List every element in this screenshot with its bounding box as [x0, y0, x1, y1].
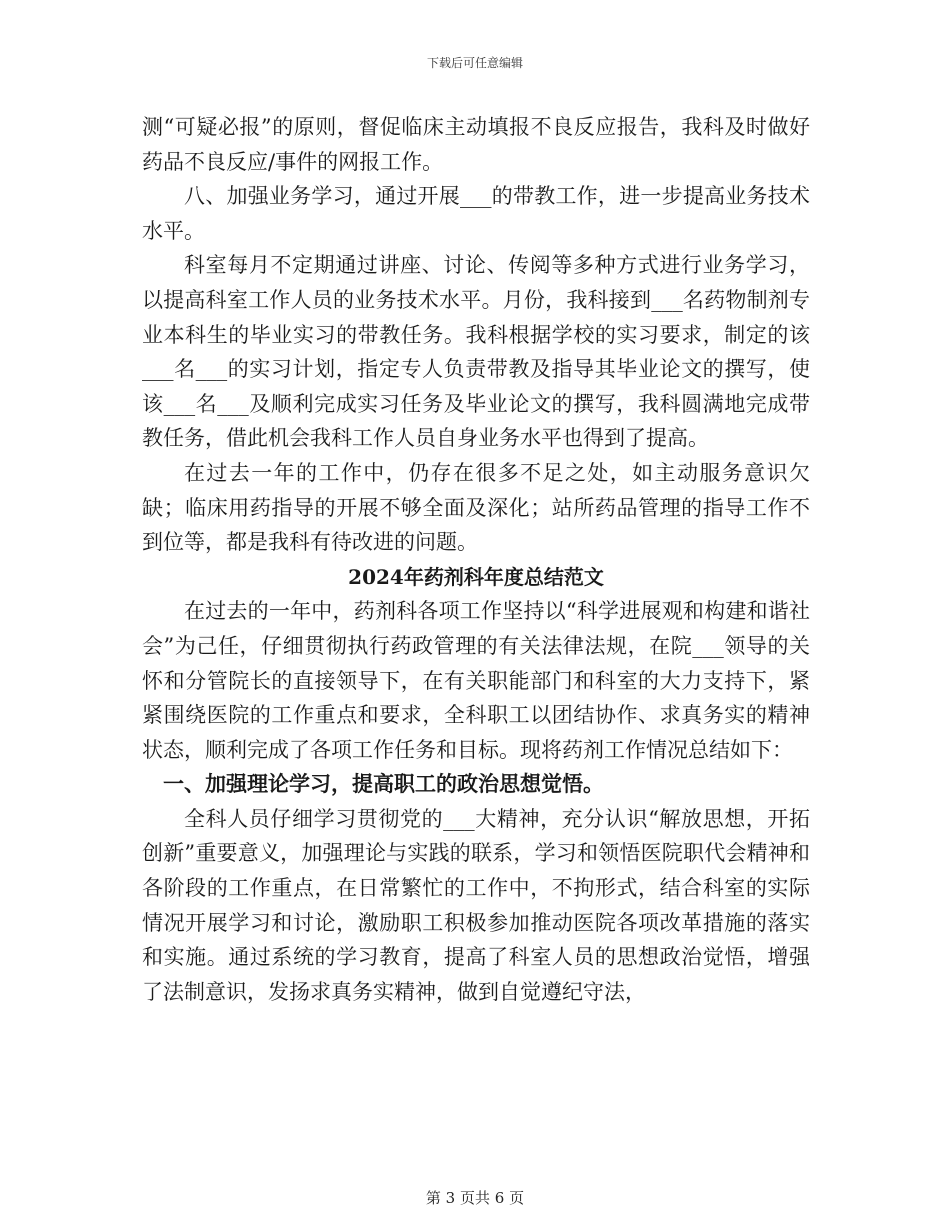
paragraph-theory-study: 全科人员仔细学习贯彻党的___大精神，充分认识“解放思想，开拓创新”重要意义，加强理论与实践的联系，学习和领悟医院职代会精神和各阶段的工作重点，在日常繁忙的工作中，不拘形式，结合科室的实际情况开展学习和讨论，激励职工积极参加推动医院各项改革措施的落实和实施。通过系统的学习教育，提高了科室人员的思想政治觉悟，增强了法制意识，发扬求真务实精神，做到自觉遵纪守法， [142, 806, 810, 1004]
page-header: 下载后可任意编辑 [426, 56, 523, 70]
page-footer: 第 3 页共 6 页 [425, 1189, 525, 1207]
paragraph-intro: 在过去的一年中，药剂科各项工作坚持以“科学进展观和构建和谐社会”为己任，仔细贯彻执行药政管理的有关法律法规，在院___领导的关怀和分管院长的直接领导下，在有关职能部门和科室的大力支持下，紧紧围绕医院的工作重点和要求，全科职工以团结协作、求真务实的精神状态，顺利完成了各项工作任务和目标。现将药剂工作情况总结如下： [142, 599, 810, 762]
document-body [142, 110, 810, 1009]
paragraph-adr-reporting: 测“可疑必报”的原则，督促临床主动填报不良反应报告，我科及时做好药品不良反应/事件的网报工作。 [142, 115, 810, 174]
paragraph-item-eight: 八、加强业务学习，通过开展___的带教工作，进一步提高业务技术水平。 [142, 184, 810, 243]
section-heading-one: 一、加强理论学习，提高职工的政治思想觉悟。 [163, 771, 604, 797]
section-title: 2024年药剂科年度总结范文 [348, 564, 604, 589]
paragraph-shortcomings: 在过去一年的工作中，仍存在很多不足之处，如主动服务意识欠缺；临床用药指导的开展不够全面及深化；站所药品管理的指导工作不到位等，都是我科有待改进的问题。 [142, 460, 810, 555]
paragraph-training: 科室每月不定期通过讲座、讨论、传阅等多种方式进行业务学习，以提高科室工作人员的业务技术水平。月份，我科接到___名药物制剂专业本科生的毕业实习的带教任务。我科根据学校的实习要求，制定的该___名___的实习计划，指定专人负责带教及指导其毕业论文的撰写，使该___名___及顺利完成实习任务及毕业论文的撰写，我科圆满地完成带教任务，借此机会我科工作人员自身业务水平也得到了提高。 [142, 253, 810, 451]
